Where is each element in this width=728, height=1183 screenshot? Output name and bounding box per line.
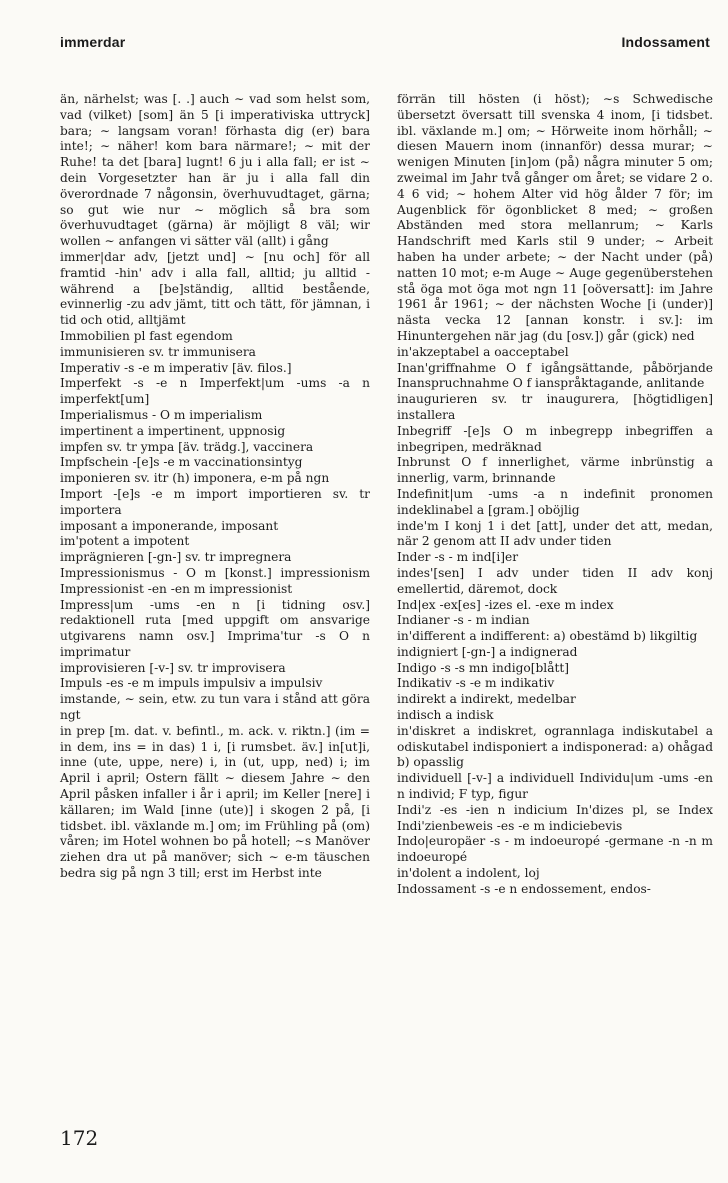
right-guide-word: Indossament bbox=[621, 34, 710, 50]
dictionary-entry: Impuls -es -e m impuls impulsiv a impulsiv bbox=[60, 676, 323, 691]
dictionary-entry: Inbegriff -[e]s O m inbegrepp inbegriffen a inbegripen, medräknad bbox=[397, 423, 713, 454]
dictionary-entry: imprägnieren [-gn-] sv. tr impregnera bbox=[60, 550, 292, 565]
dictionary-entry: imponieren sv. itr (h) imponera, e-m på ngn bbox=[60, 471, 330, 486]
dictionary-entry: Inder -s - m ind[i]er bbox=[397, 550, 519, 565]
dictionary-entry: in prep [m. dat. v. befintl., m. ack. v. riktn.] (im = in dem, ins = in das) 1 i, [i rumsbet. äv.] in[ut]i, inne (ute, uppe, nere) i, in (ut, upp, ned) i; im April i april; Ostern fällt ∼ diesem Jahre ∼ den April påsken infaller i år i april; im Keller [nere] i källaren; im Wald [inne (ute)] i skogen 2 på, [i tidsbet. ibl. växlande m.] om; im Frühling på (om) våren; im Hotel wohnen bo på hotell; ∼s Manöver ziehen dra ut på manöver; sich ∼ e-m täuschen bedra sig på ngn 3 till; erst im Herbst inte bbox=[60, 723, 370, 881]
dictionary-entry: Import -[e]s -e m import importieren sv. tr importera bbox=[60, 486, 370, 517]
dictionary-entry: Ind|ex -ex[es] -izes el. -exe m index bbox=[397, 597, 614, 612]
dictionary-entry: Indefinit|um -ums -a n indefinit pronomen indeklinabel a [gram.] oböjlig bbox=[397, 486, 713, 517]
dictionary-entry: Immobilien pl fast egendom bbox=[60, 328, 233, 343]
dictionary-entry: indirekt a indirekt, medelbar bbox=[397, 692, 576, 707]
dictionary-entry: än, närhelst; was [. .] auch ∼ vad som helst som, vad (vilket) [som] än 5 [i imperativiska uttryck] bara; ∼ langsam voran! förhasta dig (er) bara inte!; ∼ näher! kom bara närmare!; ∼ mit der Ruhe! ta det [bara] lugnt! 6 ju i alla fall; er ist ∼ dein Vorgesetzter han är ju i alla fall din överordnade 7 någonsin, överhuvudtaget, gärna; so gut wie nur ∼ möglich så bra som överhuvudtaget (gärna) är möjligt 8 väl; wir wollen ∼ anfangen vi sätter väl (allt) i gång bbox=[60, 92, 370, 249]
dictionary-entry: förrän till hösten (i höst); ∼s Schwedische übersetzt översatt till svenska 4 inom, [i tidsbet. ibl. växlande m.] om; ∼ Hörweite inom hörhåll; ∼ diesen Mauern inom (innanför) dessa murar; ∼ wenigen Minuten [in]om (på) några minuter 5 om; zweimal im Jahr två gånger om året; se vidare 2 o. 4 6 vid; ∼ hohem Alter vid hög ålder 7 för; im Augenblick för ögonblicket 8 med; ∼ großen Abständen med stora mellanrum; ∼ Karls Handschrift med Karls stil 9 under; ∼ Arbeit haben ha under arbete; ∼ der Nacht under (på) natten 10 mot; e-m Auge ∼ Auge gegenüberstehen stå öga mot öga mot ngn 11 [oöversatt]: im Jahre 1961 år 1961; ∼ der nächsten Woche [i (under)] nästa vecka 12 [annan konstr. i sv.]: im Hinuntergehen när jag (du [osv.]) går (gick) ned bbox=[397, 92, 713, 343]
left-guide-word: immerdar bbox=[60, 34, 126, 50]
dictionary-entry: Indossament -s -e n endossement, endos- bbox=[397, 881, 651, 896]
dictionary-entry: im'potent a impotent bbox=[60, 534, 190, 549]
dictionary-entry: Imperialismus - O m imperialism bbox=[60, 407, 263, 422]
right-column bbox=[397, 92, 713, 898]
left-column bbox=[60, 92, 370, 882]
dictionary-entry: in'dolent a indolent, loj bbox=[397, 866, 540, 881]
dictionary-entry: Inan'griffnahme O f igångsättande, påbörjande Inanspruchnahme O f ianspråktagande, anlitande bbox=[397, 360, 713, 391]
dictionary-entry: imstande, ∼ sein, etw. zu tun vara i stånd att göra ngt bbox=[60, 692, 370, 723]
dictionary-entry: indes'[sen] I adv under tiden II adv konj emellertid, däremot, dock bbox=[397, 565, 713, 596]
dictionary-entry: Indikativ -s -e m indikativ bbox=[397, 676, 555, 691]
dictionary-entry: individuell [-v-] a individuell Individu|um -ums -en n individ; F typ, figur bbox=[397, 771, 713, 802]
dictionary-entry: Impressionismus - O m [konst.] impressionism Impressionist -en -en m impressionist bbox=[60, 565, 370, 596]
dictionary-entry: impertinent a impertinent, uppnosig bbox=[60, 423, 286, 438]
dictionary-entry: Imperfekt -s -e n Imperfekt|um -ums -a n imperfekt[um] bbox=[60, 376, 370, 407]
dictionary-entry: Indi'z -es -ien n indicium In'dizes pl, se Index Indi'zienbeweis -es -e m indiciebevis bbox=[397, 802, 713, 833]
dictionary-entry: Imperativ -s -e m imperativ [äv. filos.] bbox=[60, 360, 292, 375]
dictionary-entry: in'different a indifferent: a) obestämd b) likgiltig bbox=[397, 629, 698, 644]
dictionary-entry: imposant a imponerande, imposant bbox=[60, 518, 279, 533]
dictionary-entry: indisch a indisk bbox=[397, 708, 494, 723]
dictionary-entry: immunisieren sv. tr immunisera bbox=[60, 344, 256, 359]
dictionary-entry: in'akzeptabel a oacceptabel bbox=[397, 344, 569, 359]
dictionary-entry: indigniert [-gn-] a indignerad bbox=[397, 644, 578, 659]
dictionary-entry: inde'm I konj 1 i det [att], under det att, medan, när 2 genom att II adv under tiden bbox=[397, 518, 713, 549]
dictionary-entry: Impfschein -[e]s -e m vaccinationsintyg bbox=[60, 455, 303, 470]
page-number: 172 bbox=[60, 1126, 99, 1150]
dictionary-entry: improvisieren [-v-] sv. tr improvisera bbox=[60, 660, 286, 675]
dictionary-entry: Indianer -s - m indian bbox=[397, 613, 530, 628]
dictionary-entry: Indo|europäer -s - m indoeuropé -germane -n -n m indoeuropé bbox=[397, 834, 713, 865]
dictionary-entry: Inbrunst O f innerlighet, värme inbrünstig a innerlig, varm, brinnande bbox=[397, 455, 713, 486]
dictionary-entry: immer|dar adv, [jetzt und] ∼ [nu och] för all framtid -hin' adv i alla fall, alltid; ju alltid -während a [be]ständig, alltid bestående, evinnerlig -zu adv jämt, titt och tätt, för jämnan, i tid och otid, alltjämt bbox=[60, 249, 370, 328]
dictionary-entry: Impress|um -ums -en n [i tidning osv.] redaktionell ruta [med uppgift om ansvarige utgivarens namn osv.] Imprima'tur -s O n imprimatur bbox=[60, 597, 370, 659]
dictionary-entry: in'diskret a indiskret, ogrannlaga indiskutabel a odiskutabel indisponiert a indisponerad: a) ohågad b) opasslig bbox=[397, 723, 713, 770]
dictionary-entry: impfen sv. tr ympa [äv. trädg.], vaccinera bbox=[60, 439, 314, 454]
dictionary-entry: Indigo -s -s mn indigo[blått] bbox=[397, 660, 570, 675]
dictionary-entry: inaugurieren sv. tr inaugurera, [högtidligen] installera bbox=[397, 392, 713, 422]
